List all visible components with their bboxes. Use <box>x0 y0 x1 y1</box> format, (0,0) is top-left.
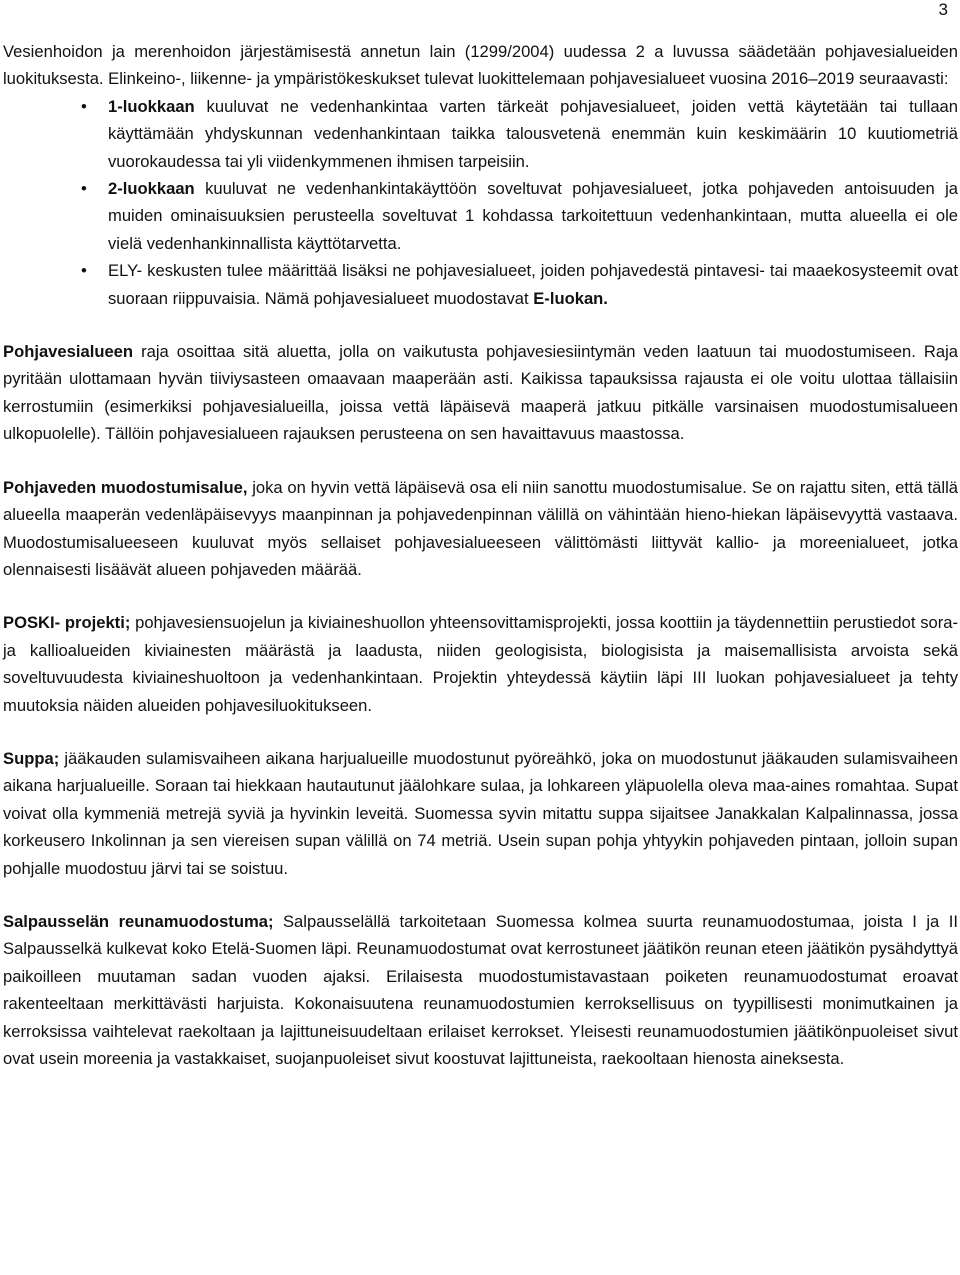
term: Pohjaveden muodostumisalue, <box>3 477 248 497</box>
paragraph-poski <box>3 609 958 719</box>
term: Pohjavesialueen <box>3 342 134 362</box>
paragraph-suppa <box>3 745 958 882</box>
definition: Salpausselällä tarkoitetaan Suomessa kolmea suurta reunamuodostumaa, joista I ja II Salpausselkä kulkevat koko Etelä-Suomen läpi. Reunamuodostumat ovat kerrostuneet jäätikön reunan eteen jäätikön pysähdyttyä paikoilleen muutaman sadan vuoden ajaksi. Erilaisesta muodostumistavastaan poiketen reunamuodostumat eroavat rakenteeltaan merkittävästi harjuista. Kokonaisuutena reunamuodostumien kerroksellisuus on tyypillisesti monimutkainen ja kerroksissa vaihtelevat raekoltaan ja lajittuneisuudeltaan erilaiset kerrokset. Yleisesti reunamuodostumien jäätikönpuoleiset sivut ovat usein moreenia ja vastakkaiset, suojanpuoleiset sivut koostuvat lajittuneista, raekooltaan hienosta aineksesta. <box>3 911 958 1068</box>
term: Salpausselän reunamuodostuma; <box>3 911 274 931</box>
intro-paragraph: Vesienhoidon ja merenhoidon järjestämisestä annetun lain (1299/2004) uudessa 2 a luvussa säädetään pohjavesialueiden luokituksesta. Elinkeino-, liikenne- ja ympäristökeskukset tulevat luokittelemaan pohjavesialueet vuosina 2016–2019 seuraavasti: <box>3 42 958 89</box>
term: 1-luokkaan <box>108 96 195 116</box>
term: POSKI- projekti; <box>3 613 131 633</box>
definition: jääkauden sulamisvaiheen aikana harjualueille muodostunut pyöreähkö, joka on muodostunut jääkauden sulamisvaiheen aikana harjualueille. Soraan tai hiekkaan hautautunut jäälohkare sulaa, ja lohkareen yläpuolella oleva maa-aines romahtaa. Supat voivat olla kymmeniä metrejä syviä ja hyvinkin leveitä. Suomessa syvin mitattu suppa sijaitsee Janakkalan Kalpalinnassa, jossa korkeusero Inkolinnan ja sen viereisen supan välillä on 74 metriä. Usein supan pohja yhtyykin pohjaveden pintaan, jolloin supan pohjalle muodostuu järvi tai se soistuu. <box>3 748 958 878</box>
bullet-icon: • <box>81 179 87 199</box>
definition: pohjavesiensuojelun ja kiviaineshuollon yhteensovittamisprojekti, jossa koottiin ja täydennettiin perustiedot sora- ja kallioalueiden kiviainesten määrästä ja laadusta, niiden geologisista, biologisista ja maisemallisista arvoista sekä soveltuvuudesta kiviaineshuoltoon ja vedenhankintaan. Projektin yhteydessä käytiin läpi III luokan pohjavesialueet ja tehty muutoksia näiden alueiden pohjavesiluokitukseen. <box>3 613 959 715</box>
paragraph-salpausselka <box>3 908 958 1072</box>
definition: kuuluvat ne vedenhankintaa varten tärkeät pohjavesialueet, joiden vettä käytetään tai tullaan käyttämään yhdyskunnan vedenhankintaan taikka talousvetenä enemmän kuin keskimäärin 10 kuutiometriä vuorokaudessa tai yli viidenkymmenen ihmisen tarpeisiin. <box>108 96 958 171</box>
definition: kuuluvat ne vedenhankintakäyttöön soveltuvat pohjavesialueet, jotka pohjaveden antoisuuden ja muiden ominaisuuksien perusteella soveltuvat 1 kohdassa tarkoitettuun vedenhankintaan, mutta alueella ei ole vielä vedenhankinnallista käyttötarvetta. <box>108 179 958 253</box>
bullet-icon: • <box>81 261 87 281</box>
paragraph-muodostumisalue <box>3 474 958 584</box>
classification-list <box>3 93 958 312</box>
term: Suppa; <box>3 748 60 768</box>
list-item-class-2 <box>3 175 958 257</box>
list-item-class-1 <box>3 93 958 175</box>
definition: raja osoittaa sitä aluetta, jolla on vaikutusta pohjavesiesiintymän veden laatuun tai muodostumiseen. Raja pyritään ulottamaan hyvän tiiviysasteen omaavaan maaperään asti. Kaikissa tapauksissa rajausta ei ole voitu ulottaa tällaisiin kerrostumiin (esimerkiksi pohjavesialueilla, joissa vettä läpäisevä maaperä jatkuu pitkälle varsinaisen muodostumisalueen ulkopuolelle). Tällöin pohjavesialueen rajauksen perusteena on sen havaittavuus maastossa. <box>3 342 958 444</box>
definition: joka on hyvin vettä läpäisevä osa eli niin sanottu muodostumisalue. Se on rajattu siten, että tällä alueella maaperän vedenläpäisevyys maanpinnan ja pohjavedenpinnan välillä on vähintään hieno-hiekan läpäisevyyttä vastaava. Muodostumisalueeseen kuuluvat myös sellaiset pohjavesialueeseen välittömästi liittyvät kallio- ja moreenialueet, jotka olennaisesti lisäävät alueen pohjaveden määrää. <box>3 477 958 579</box>
paragraph-pohjavesialue <box>3 338 958 448</box>
page-number: 3 <box>938 0 948 19</box>
definition: ELY- keskusten tulee määrittää lisäksi ne pohjavesialueet, joiden pohjavedestä pintavesi- tai maaekosysteemit ovat suoraan riippuvaisia. Nämä pohjavesialueet muodostavat <box>108 261 958 308</box>
document-body <box>3 38 958 1098</box>
list-item-class-e <box>3 257 958 312</box>
term: 2-luokkaan <box>108 179 195 199</box>
term: E-luokan. <box>533 288 608 308</box>
bullet-icon: • <box>81 96 87 116</box>
